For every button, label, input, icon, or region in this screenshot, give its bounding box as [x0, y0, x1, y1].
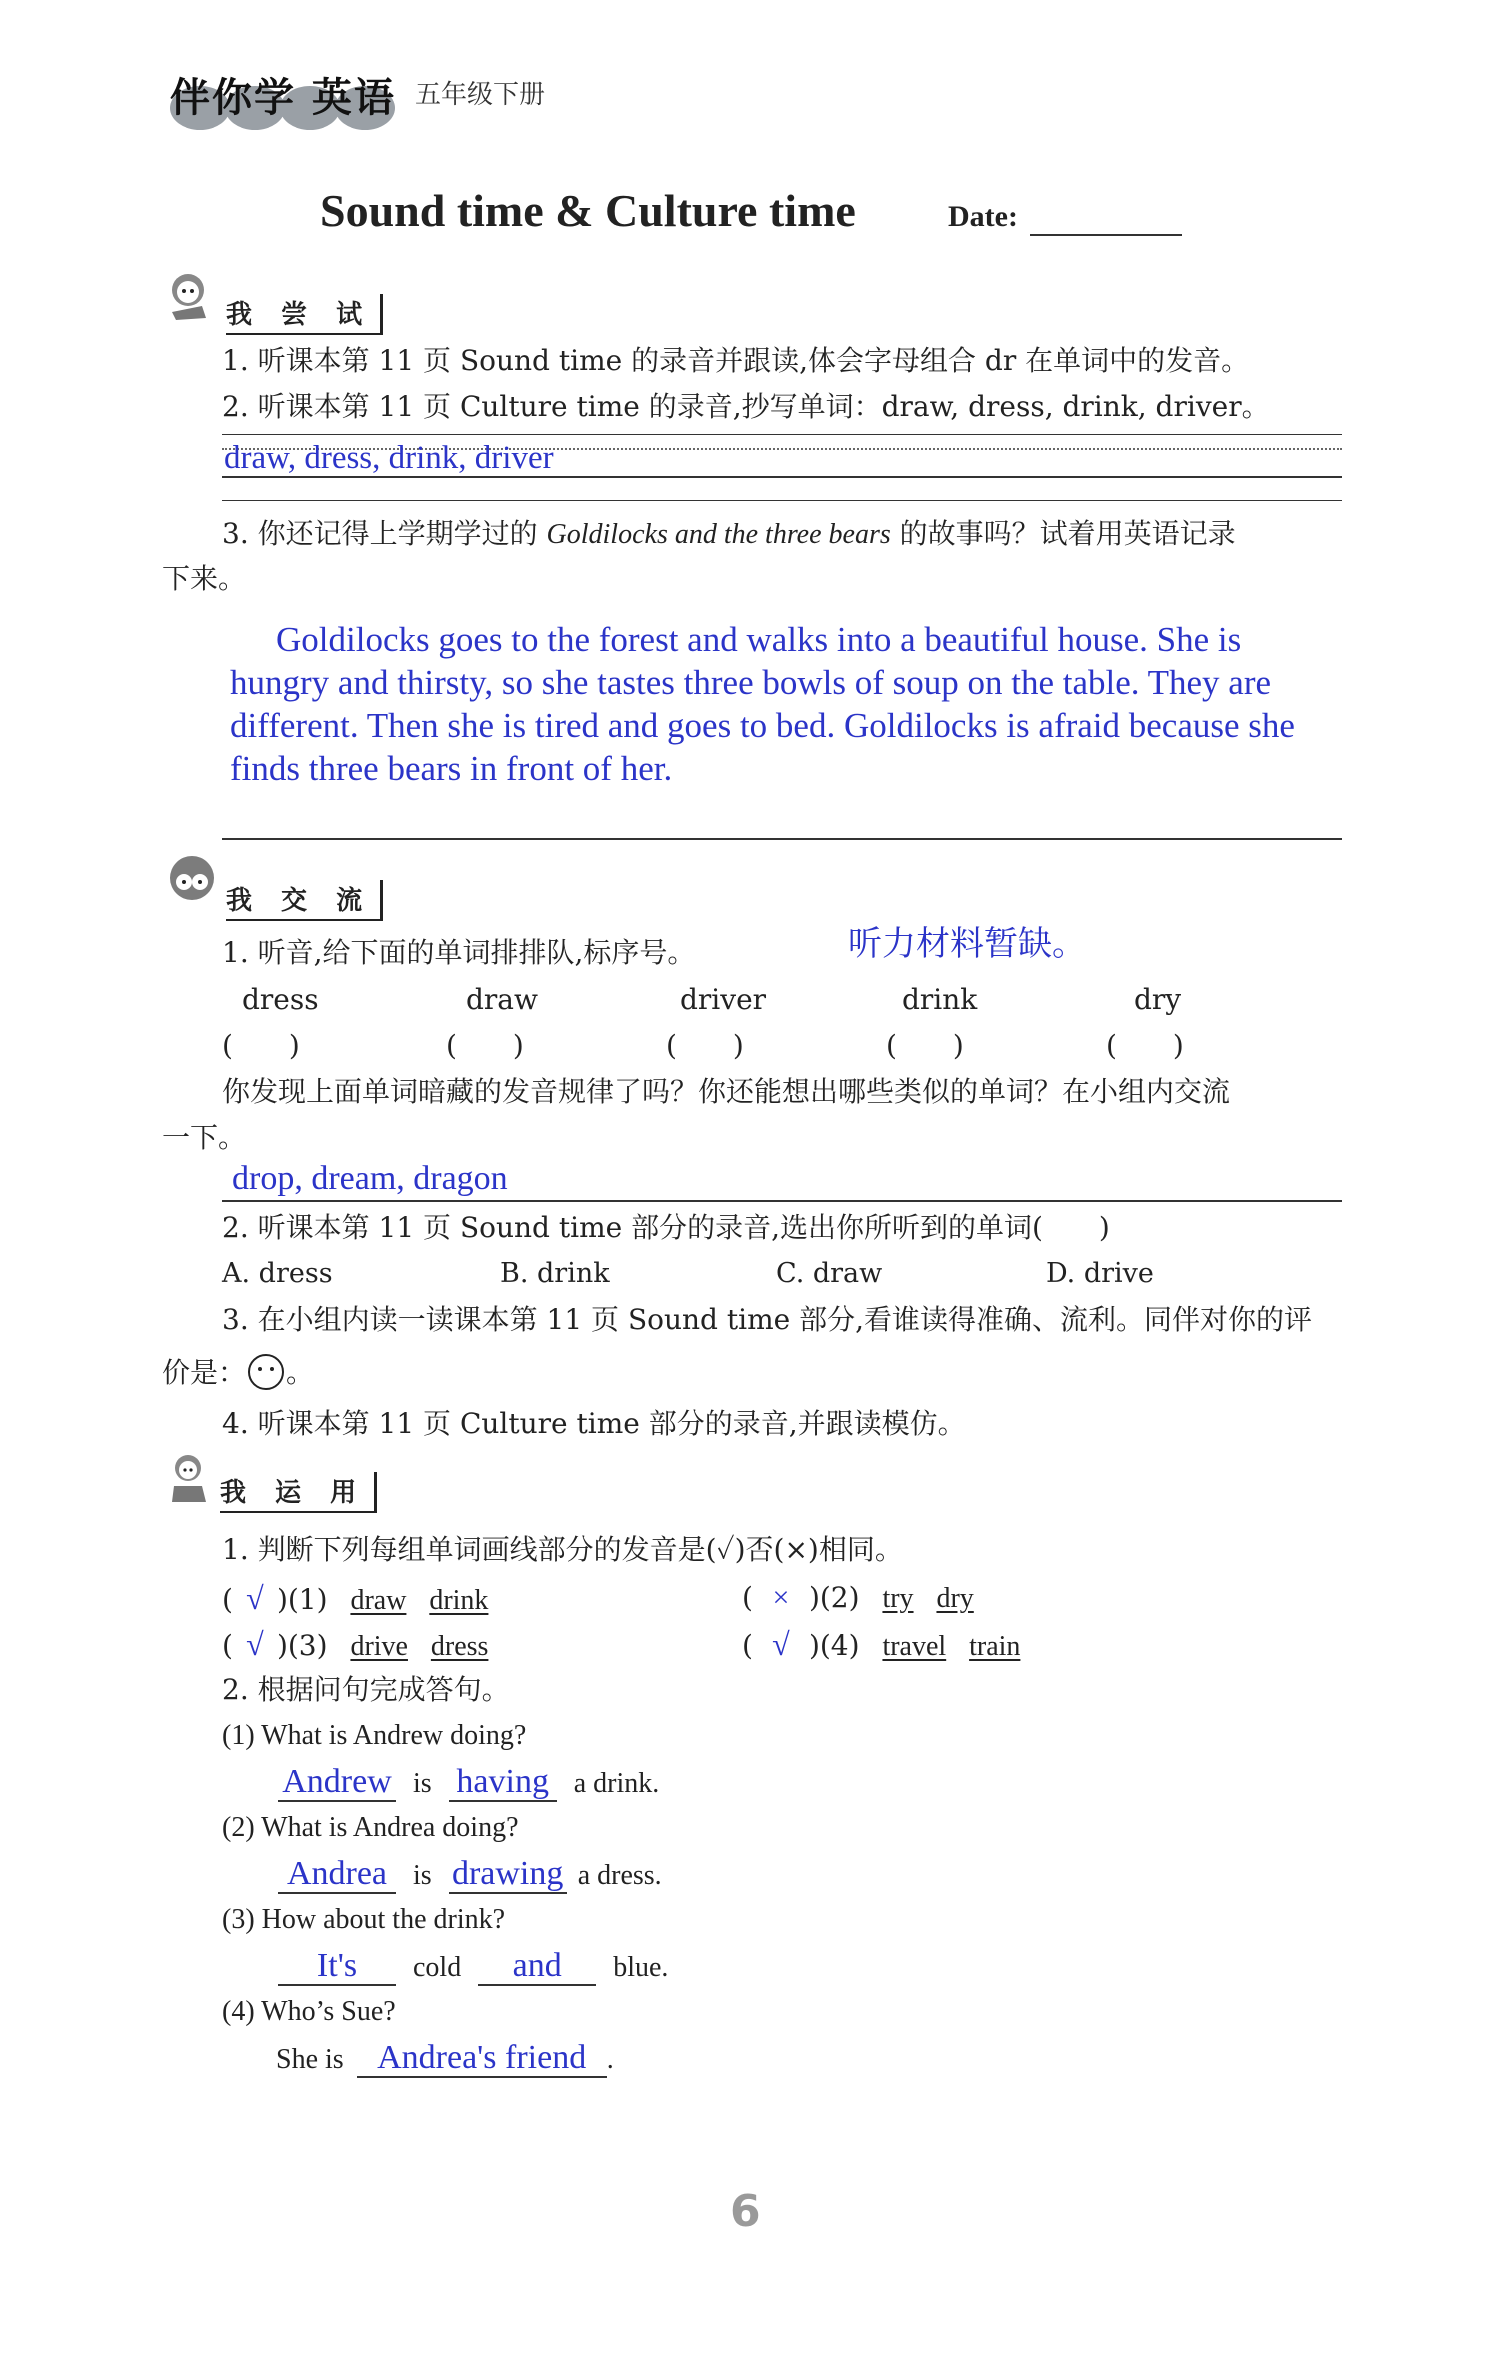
- judge-item-1: ( √ )(1) draw drink: [222, 1580, 489, 1616]
- answer-blank[interactable]: and: [478, 1948, 596, 1986]
- judge-word: drink: [429, 1585, 489, 1616]
- judge-item-2: ( × )(2) try dry: [742, 1581, 974, 1614]
- answer-text: is: [413, 1768, 432, 1799]
- s2-discover-line: [222, 1200, 1342, 1202]
- s2-q1: 1. 听音,给下面的单词排排队,标序号。: [222, 936, 696, 969]
- order-blank[interactable]: ( ): [446, 1029, 524, 1062]
- s3-q1: 1. 判断下列每组单词画线部分的发音是(✓)否(×)相同。: [222, 1533, 903, 1566]
- s1-q3-part1: 3. 你还记得上学期学过的: [222, 517, 538, 550]
- answer-text: She is: [276, 2044, 344, 2075]
- judge-word: dress: [430, 1631, 489, 1662]
- s1-q3: [222, 516, 1236, 553]
- s2-discover-cont: 一下。: [162, 1121, 247, 1154]
- judge-mark[interactable]: √: [772, 1626, 790, 1662]
- date-line[interactable]: [1030, 234, 1182, 236]
- s3-item-1-question: (1) What is Andrew doing?: [222, 1720, 527, 1751]
- answer-blank[interactable]: Andrea's friend: [357, 2040, 607, 2078]
- answer-text: cold: [413, 1952, 462, 1983]
- answer-text: a dress.: [577, 1860, 662, 1891]
- s3-q2: 2. 根据问句完成答句。: [222, 1673, 510, 1706]
- grade-label: 五年级下册: [415, 80, 546, 110]
- date-label: Date:: [948, 200, 1018, 233]
- judge-word: draw: [350, 1585, 407, 1616]
- s1-q2-line2: [222, 476, 1342, 478]
- judge-mark[interactable]: ×: [772, 1581, 790, 1614]
- answer-line: different. Then she is tired and goes to bed. Goldilocks is afraid because she: [230, 706, 1295, 745]
- s1-q3-part2: 的故事吗？试着用英语记录: [899, 517, 1236, 550]
- answer-text: is: [413, 1860, 432, 1891]
- judge-num: )(2): [808, 1581, 860, 1614]
- order-blank[interactable]: ( ): [666, 1029, 744, 1062]
- smiley-face-icon[interactable]: [246, 1352, 286, 1392]
- section-talk-label: 我 交 流: [226, 880, 383, 921]
- judge-mark[interactable]: √: [246, 1580, 264, 1616]
- word-dry: dry: [1134, 983, 1182, 1016]
- section-try-header: [162, 268, 373, 330]
- judge-item-3: ( √ )(3) drive dress: [222, 1626, 489, 1662]
- judge-num: )(1): [276, 1583, 328, 1616]
- answer-line: hungry and thirsty, so she tastes three bowls of soup on the table. They are: [230, 663, 1272, 702]
- s3-item-4-question: (4) Who’s Sue?: [222, 1996, 396, 2027]
- s1-q3-answer[interactable]: [230, 618, 1295, 790]
- s1-q3-story: Goldilocks and the three bears: [546, 519, 891, 550]
- judge-word: drive: [350, 1631, 408, 1662]
- s2-q3-cont: [162, 1352, 314, 1392]
- order-blank[interactable]: ( ): [1106, 1029, 1184, 1062]
- kids-icon: [162, 852, 224, 906]
- s2-q2: 2. 听课本第 11 页 Sound time 部分的录音,选出你所听到的单词( ): [222, 1211, 1110, 1244]
- girl-icon: [162, 268, 224, 322]
- answer-blank[interactable]: Andrew: [278, 1764, 396, 1802]
- word-draw: draw: [466, 983, 538, 1016]
- word-driver: driver: [680, 983, 767, 1016]
- order-blank[interactable]: ( ): [222, 1029, 300, 1062]
- answer-blank[interactable]: drawing: [449, 1856, 567, 1894]
- answer-blank[interactable]: It's: [278, 1948, 396, 1986]
- judge-num: )(4): [808, 1629, 860, 1662]
- s1-q2-answer[interactable]: draw, dress, drink, driver: [224, 440, 554, 476]
- page-title: Sound time & Culture time: [320, 185, 856, 236]
- s3-item-3-answer: [278, 1948, 668, 1986]
- section-talk-header: [162, 852, 373, 916]
- answer-blank[interactable]: having: [449, 1764, 557, 1802]
- s3-item-2-question: (2) What is Andrea doing?: [222, 1812, 519, 1843]
- judge-word: try: [882, 1583, 914, 1614]
- s2-q4: 4. 听课本第 11 页 Culture time 部分的录音,并跟读模仿。: [222, 1407, 966, 1440]
- s2-q3-rating-label: 价是：: [162, 1356, 247, 1389]
- girl-reading-icon: [162, 1450, 224, 1504]
- s2-discover-answer[interactable]: drop, dream, dragon: [232, 1160, 508, 1197]
- s2-q3-end: 。: [286, 1356, 315, 1389]
- judge-word: dry: [936, 1583, 974, 1614]
- s2-q3: 3. 在小组内读一读课本第 11 页 Sound time 部分,看谁读得准确、流利。同伴对你的评: [222, 1303, 1313, 1336]
- s3-item-1-answer: [278, 1764, 659, 1802]
- option-c[interactable]: C. draw: [776, 1258, 883, 1289]
- section-try-label: 我 尝 试: [226, 294, 383, 335]
- order-blank[interactable]: ( ): [886, 1029, 964, 1062]
- answer-line: finds three bears in front of her.: [230, 749, 673, 788]
- answer-text: blue.: [613, 1952, 669, 1983]
- section-use-header: [162, 1450, 367, 1508]
- s1-q2: 2. 听课本第 11 页 Culture time 的录音,抄写单词：draw, dress, drink, driver。: [222, 390, 1270, 423]
- s3-item-3-question: (3) How about the drink?: [222, 1904, 506, 1935]
- option-b[interactable]: B. drink: [500, 1258, 610, 1289]
- s2-q1-note: 听力材料暂缺。: [848, 924, 1086, 964]
- brand-logo: [160, 62, 400, 136]
- option-d[interactable]: D. drive: [1046, 1258, 1154, 1289]
- s1-q2-line1: [222, 434, 1342, 435]
- judge-num: )(3): [276, 1629, 328, 1662]
- answer-line: Goldilocks goes to the forest and walks into a beautiful house. She is: [276, 620, 1242, 659]
- answer-text: a drink.: [573, 1768, 660, 1799]
- s3-item-4-answer: [276, 2040, 614, 2078]
- judge-item-4: ( √ )(4) travel train: [742, 1626, 1021, 1662]
- word-drink: drink: [902, 983, 978, 1016]
- s3-item-2-answer: [278, 1856, 662, 1894]
- s2-discover: 你发现上面单词暗藏的发音规律了吗？你还能想出哪些类似的单词？在小组内交流: [222, 1075, 1231, 1108]
- brand-title: 伴你学 英语: [170, 75, 396, 121]
- word-dress: dress: [242, 983, 319, 1016]
- judge-word: train: [969, 1631, 1021, 1662]
- answer-blank[interactable]: Andrea: [278, 1856, 396, 1894]
- page-number: 6: [730, 2186, 761, 2237]
- section-use-label: 我 运 用: [220, 1472, 377, 1513]
- judge-word: travel: [882, 1631, 947, 1662]
- s1-q3-bottom-line: [222, 838, 1342, 840]
- judge-mark[interactable]: √: [246, 1626, 264, 1662]
- answer-text: .: [606, 2044, 614, 2075]
- option-a[interactable]: A. dress: [222, 1258, 333, 1289]
- s1-q1: 1. 听课本第 11 页 Sound time 的录音并跟读,体会字母组合 dr 在单词中的发音。: [222, 344, 1250, 377]
- s1-q2-line3: [222, 500, 1342, 501]
- s1-q3-cont: 下来。: [162, 562, 247, 595]
